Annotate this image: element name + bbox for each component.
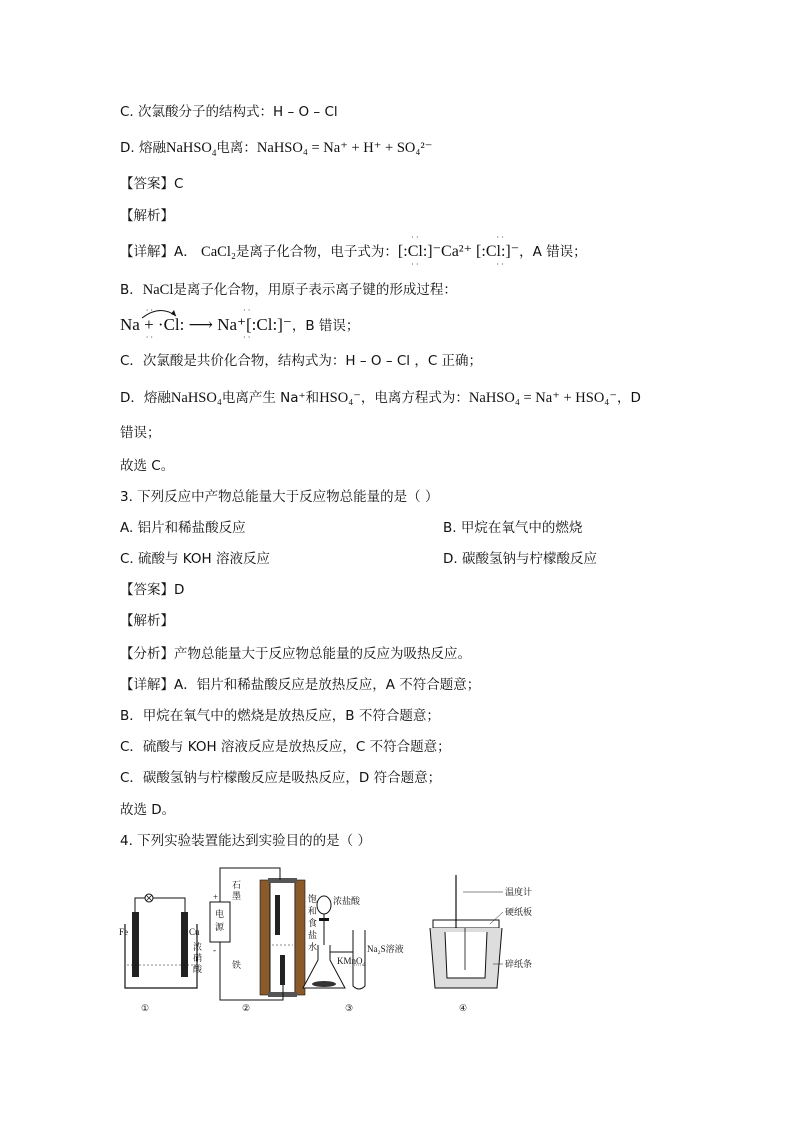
q2-detail-a-formula: CaCl₂ bbox=[201, 244, 236, 260]
cacl2-lewis-structure: ·· ·· [:Cl:]⁻Ca²⁺ [:Cl:]⁻ ·· ·· bbox=[397, 233, 520, 269]
q3-detail-d: C．碳酸氢钠与柠檬酸反应是吸热反应，D 符合题意； bbox=[120, 770, 442, 786]
q3-detail-a: 【详解】A．铝片和稀盐酸反应是放热反应，A 不符合题意； bbox=[120, 677, 481, 693]
fig-1-label: ① bbox=[141, 1003, 150, 1013]
q2-detail-c: C．次氯酸是共价化合物，结构式为：H – O – Cl ，C 正确； bbox=[120, 353, 483, 369]
inner-beaker bbox=[445, 932, 487, 978]
q2-option-d bbox=[120, 139, 432, 157]
fig-3-label: ③ bbox=[345, 1003, 354, 1013]
acid-label-2: 硝 bbox=[193, 953, 203, 963]
q3-answer: 【答案】D bbox=[120, 582, 185, 598]
q2-detail-b-text: 是离子化合物，用原子表示离子键的形成过程： bbox=[173, 282, 457, 298]
acid-label-3: 酸 bbox=[193, 964, 203, 974]
q2-option-c: C. 次氯酸分子的结构式：H – O – Cl bbox=[120, 104, 338, 120]
na2s-label: Na₂S溶液 bbox=[367, 944, 404, 954]
brine-label-5: 水 bbox=[308, 942, 318, 952]
q3-stem: 3. 下列反应中产物总能量大于反应物总能量的是（ ） bbox=[120, 489, 439, 505]
q2-detail-d-ion: HSO₄⁻ bbox=[319, 390, 361, 406]
cardboard-lid bbox=[433, 920, 499, 928]
q3-detail-b: B．甲烷在氧气中的燃烧是放热反应，B 不符合题意； bbox=[120, 708, 440, 724]
q3-option-b: B. 甲烷在氧气中的燃烧 bbox=[443, 520, 583, 536]
apparatus-3-chlorine bbox=[303, 895, 404, 1013]
paper-label: 碎纸条 bbox=[505, 959, 533, 969]
q2-detail-a-text: 是离子化合物，电子式为： bbox=[235, 244, 398, 260]
kmno4-label: KMnO₄ bbox=[337, 956, 366, 966]
fe-label: Fe bbox=[119, 927, 128, 937]
iron-label: 铁 bbox=[232, 960, 242, 970]
q3-option-a: A. 铝片和稀盐酸反应 bbox=[120, 520, 246, 536]
fig-2-label: ② bbox=[242, 1003, 251, 1013]
board-label: 硬纸板 bbox=[505, 907, 533, 917]
q2-detail-d-text2: ，电离方程式为： bbox=[360, 390, 469, 406]
apparatus-4-calorimeter bbox=[430, 875, 532, 1013]
q2-option-d-equation: NaHSO₄ = Na⁺ + H⁺ + SO₄²⁻ bbox=[256, 140, 433, 156]
q2-conclusion: 故选 C。 bbox=[120, 458, 175, 474]
fe-electrode bbox=[132, 912, 139, 977]
q2-detail-b-prefix: B． bbox=[120, 282, 143, 298]
q2-detail-b bbox=[120, 281, 457, 299]
iron-rod bbox=[280, 955, 285, 985]
graphite-rod bbox=[275, 895, 280, 935]
q2-detail-a-prefix: 【详解】A． bbox=[120, 244, 197, 260]
q2-detail-d-continued: 错误； bbox=[120, 425, 161, 441]
q2-detail-d-prefix: D．熔融 bbox=[120, 390, 171, 406]
separatory-funnel bbox=[317, 896, 331, 914]
q4-stem: 4. 下列实验装置能达到实验目的的是（ ） bbox=[120, 833, 371, 849]
q2-detail-b-process bbox=[120, 306, 360, 342]
q2-analysis-heading: 【解析】 bbox=[120, 208, 174, 224]
q2-detail-d-formula: NaHSO₄ bbox=[170, 390, 222, 406]
q3-option-d: D. 碳酸氢钠与柠檬酸反应 bbox=[443, 551, 597, 567]
q2-detail-a bbox=[120, 233, 587, 269]
q2-detail-d-end: ，D bbox=[617, 390, 641, 406]
q2-option-d-mid: 电离： bbox=[216, 140, 257, 156]
q2-detail-d-equation: NaHSO₄ = Na⁺ + HSO₄⁻ bbox=[468, 390, 618, 406]
q2-detail-d-text: 电离产生 Na⁺和 bbox=[221, 390, 320, 406]
fig-4-label: ④ bbox=[459, 1003, 468, 1013]
q3-conclusion: 故选 D。 bbox=[120, 802, 176, 818]
q2-option-d-formula: NaHSO$_4$ bbox=[165, 140, 217, 158]
q3-option-c: C. 硫酸与 KOH 溶液反应 bbox=[120, 551, 270, 567]
apparatus-2-electrolysis bbox=[210, 868, 317, 1013]
brine-label-1: 饱 bbox=[308, 894, 318, 904]
q2-detail-a-end: ，A 错误； bbox=[519, 244, 587, 260]
q3-detail-c: C．硫酸与 KOH 溶液反应是放热反应，C 不符合题意； bbox=[120, 739, 451, 755]
graphite-label-1: 石 bbox=[232, 880, 242, 890]
hcl-label: 浓盐酸 bbox=[333, 896, 361, 906]
q2-detail-b-end: ，B 错误； bbox=[291, 318, 360, 334]
q3-fenxi: 【分析】产物总能量大于反应物总能量的反应为吸热反应。 bbox=[120, 646, 471, 662]
q4-apparatus-figure bbox=[115, 860, 675, 1030]
power-plus: + bbox=[213, 892, 219, 902]
q2-option-d-prefix: D. 熔融 bbox=[120, 140, 166, 156]
cu-electrode bbox=[181, 912, 188, 977]
q2-answer: 【答案】C bbox=[120, 176, 184, 192]
brine-label-3: 食 bbox=[308, 918, 318, 928]
apparatus-1-galvanic-cell bbox=[119, 894, 203, 1013]
thermometer-label: 温度计 bbox=[505, 887, 533, 897]
q3-analysis-heading: 【解析】 bbox=[120, 613, 174, 629]
q2-detail-b-formula: NaCl bbox=[142, 282, 174, 298]
power-minus: - bbox=[213, 945, 216, 955]
graphite-label-2: 墨 bbox=[232, 891, 242, 901]
power-label-1: 电 bbox=[215, 909, 225, 919]
power-label-2: 源 bbox=[215, 922, 225, 932]
brine-label-2: 和 bbox=[308, 906, 318, 916]
acid-label-1: 浓 bbox=[193, 942, 203, 952]
nacl-formation-process: ·· ·· Na + ·Cl: ⟶ Na⁺[:Cl:]⁻ ·· ·· bbox=[120, 306, 292, 342]
cu-label: Cu bbox=[189, 927, 200, 937]
brine-label-4: 盐 bbox=[308, 930, 318, 940]
q2-detail-d bbox=[120, 389, 641, 407]
